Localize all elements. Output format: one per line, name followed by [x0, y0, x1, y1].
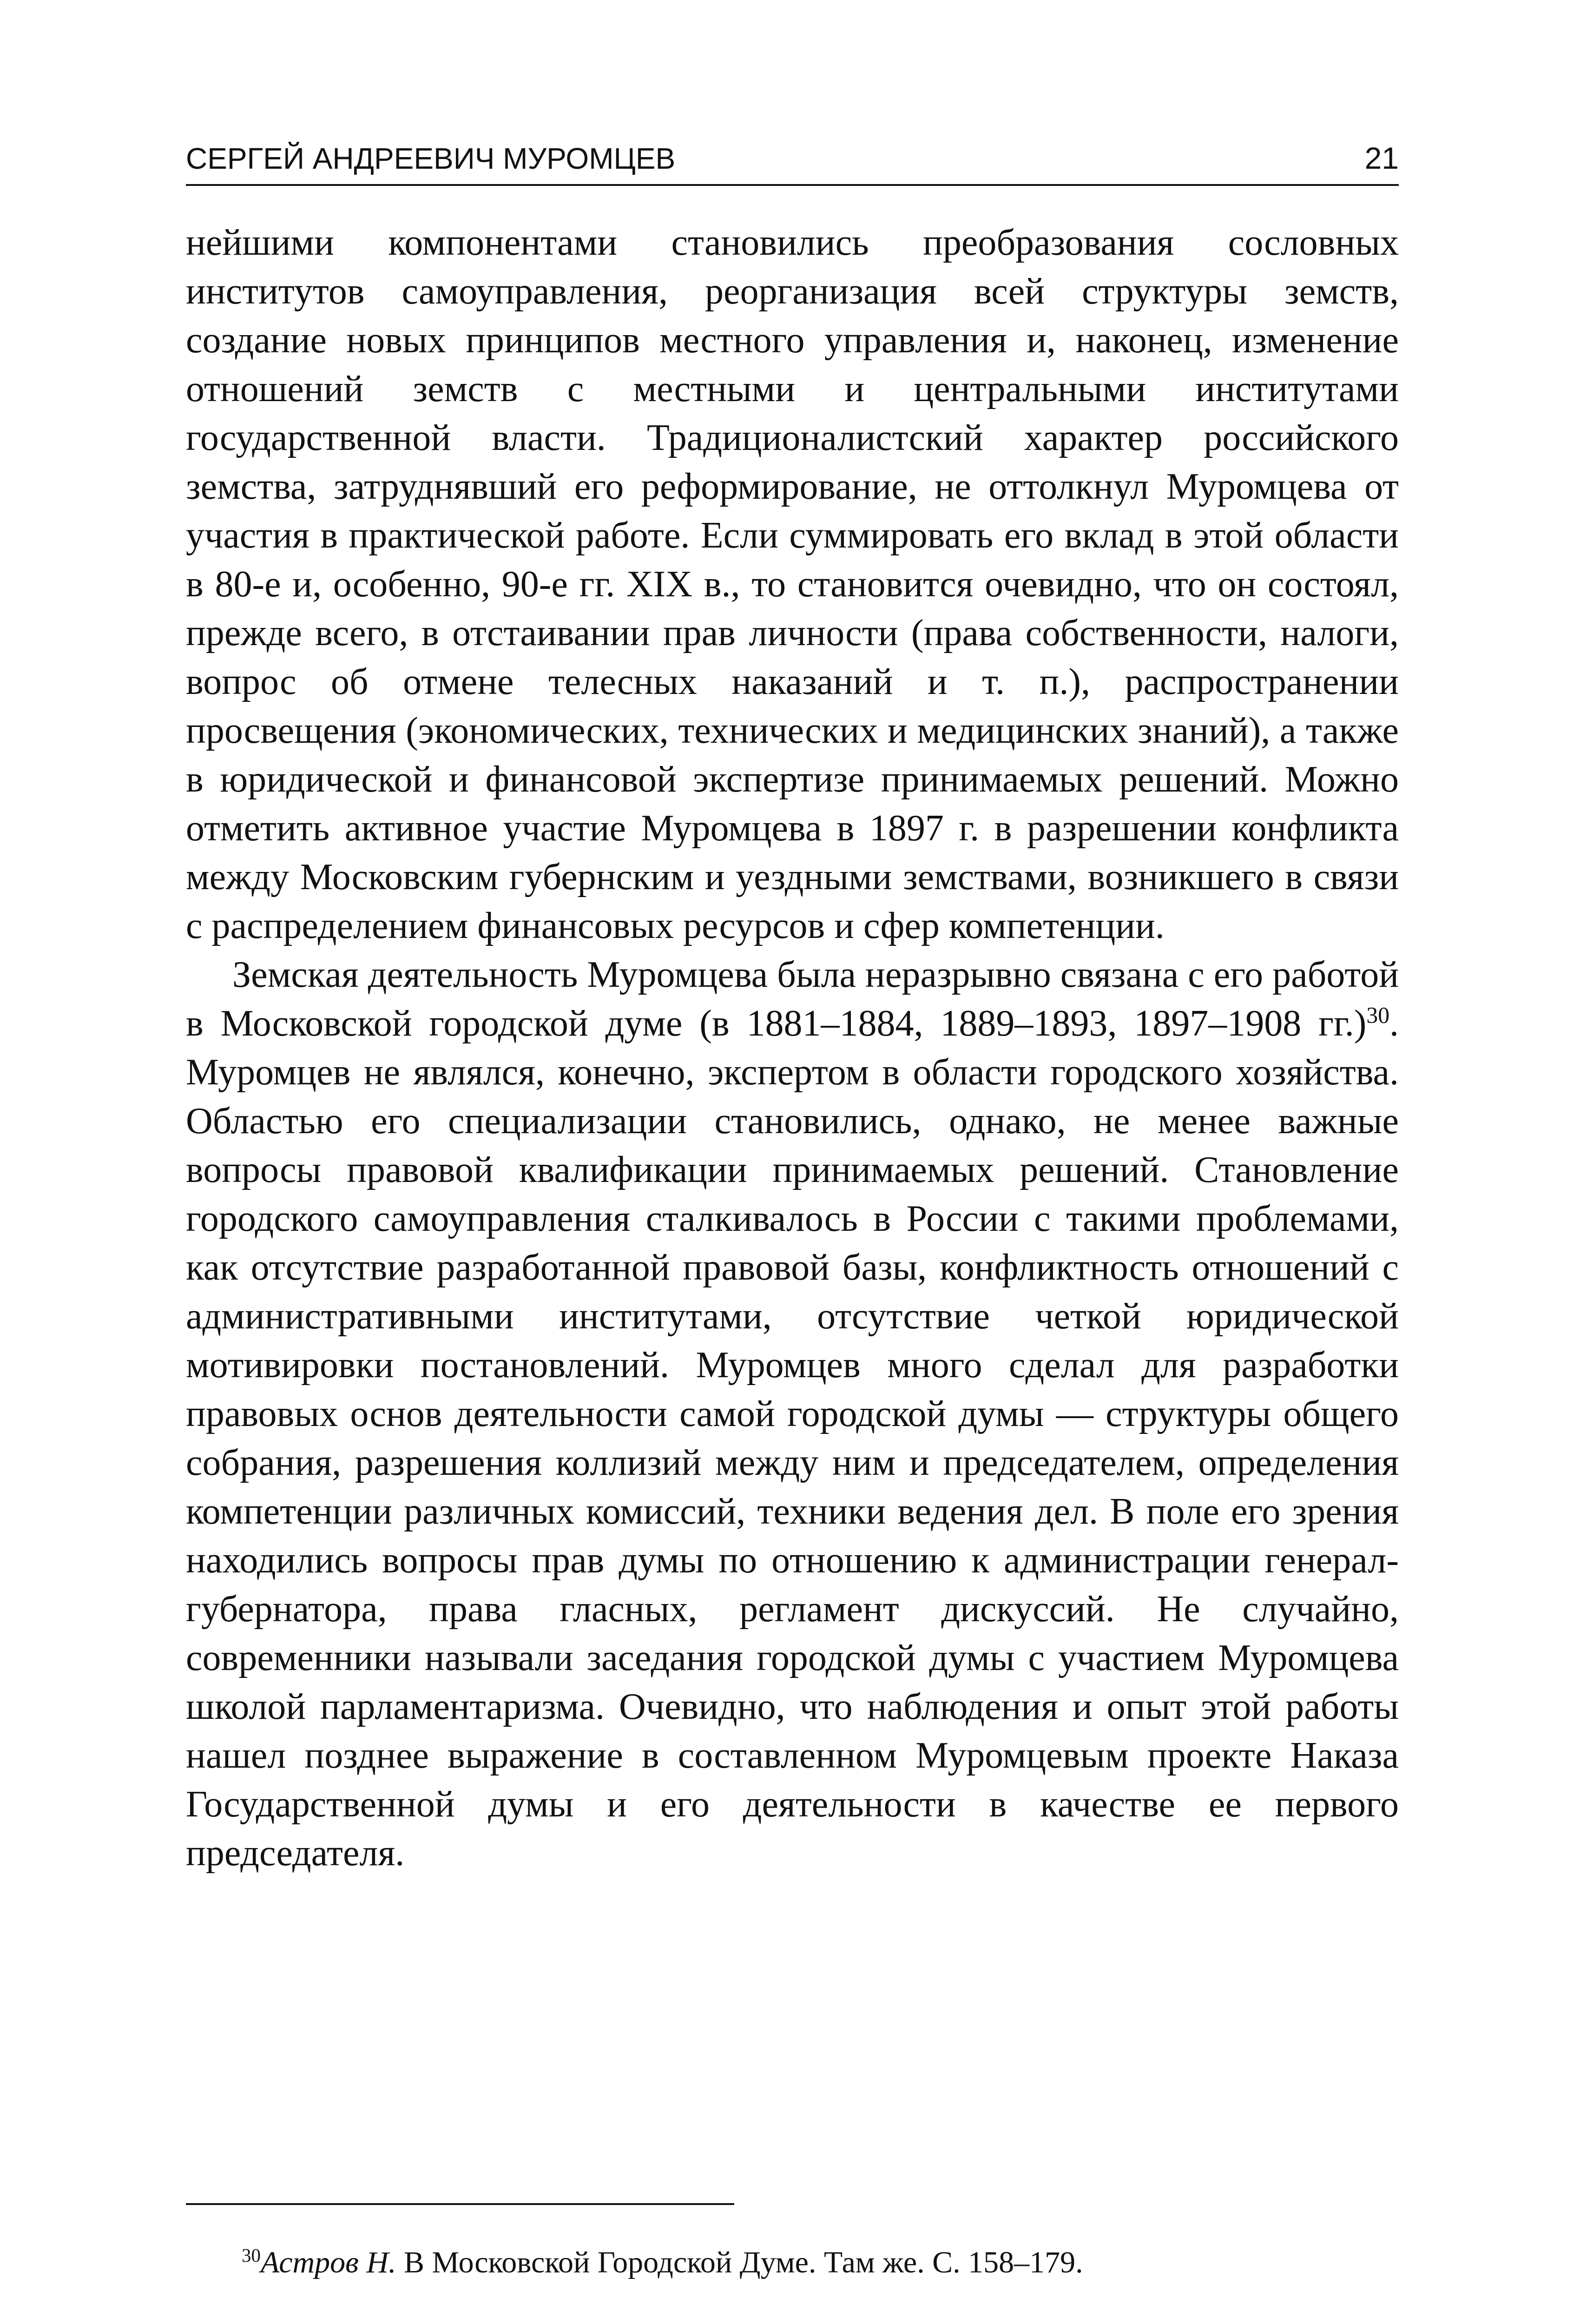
paragraph-city-duma	[186, 951, 1399, 1878]
paragraph-city-duma-text-start: Земская деятельность Муромцева была неразрывно связана с его работой в Московской городской думе (в 1881–1884, 1889–1893, 1897–1908 гг.)	[186, 954, 1399, 1044]
footnote-reference-30: 30	[1366, 1002, 1389, 1028]
book-page	[186, 0, 1399, 2324]
footnote-30	[242, 2243, 1394, 2282]
page-number: 21	[1364, 141, 1399, 175]
footnote-number: 30	[242, 2245, 261, 2266]
paragraph-zemstvo-reforms: нейшими компонентами становились преобразования сословных институтов самоуправления, реорганизация всей структуры земств, создание новых принципов местного управления и, наконец, изменение отношений земств с местными и центральными институтами государственной власти. Традиционалистский характер российского земства, затруднявший его реформирование, не оттолкнул Муромцева от участия в практической работе. Если суммировать его вклад в этой области в 80-е и, особенно, 90-е гг. XIX в., то становится очевидно, что он состоял, прежде всего, в отстаивании прав личности (права собственности, налоги, вопрос об отмене телесных наказаний и т. п.), распространении просвещения (экономических, технических и медицинских знаний), а также в юридической и финансовой экспертизе принимаемых решений. Можно отметить активное участие Муромцева в 1897 г. в разрешении конфликта между Московским губернским и уездными земствами, возникшего в связи с распределением финансовых ресурсов и сфер компетенции.	[186, 222, 1399, 946]
body-text	[186, 218, 1399, 1878]
running-head	[186, 135, 1399, 186]
running-title: СЕРГЕЙ АНДРЕЕВИЧ МУРОМЦЕВ	[186, 142, 676, 175]
footnote-divider	[186, 2203, 734, 2205]
footnote-citation: В Московской Городской Думе. Там же. С. 158–179.	[396, 2245, 1083, 2279]
paragraph-city-duma-text-end: . Муромцев не являлся, конечно, экспертом в области городского хозяйства. Областью его специализации становились, однако, не менее важные вопросы правовой квалификации принимаемых решений. Становление городского самоуправления сталкивалось в России с такими проблемами, как отсутствие разработанной правовой базы, конфликтность отношений с административными институтами, отсутствие четкой юридической мотивировки постановлений. Муромцев много сделал для разработки правовых основ деятельности самой городской думы — структуры общего собрания, разрешения коллизий между ним и председателем, определения компетенции различных комиссий, техники ведения дел. В поле его зрения находились вопросы прав думы по отношению к администрации генерал-губернатора, права гласных, регламент дискуссий. Не случайно, современники называли заседания городской думы с участием Муромцева школой парламентаризма. Очевидно, что наблюдения и опыт этой работы нашел позднее выражение в составленном Муромцевым проекте Наказа Государственной думы и его деятельности в качестве ее первого председателя.	[186, 1003, 1399, 1874]
footnote-author: Астров Н.	[260, 2245, 396, 2279]
